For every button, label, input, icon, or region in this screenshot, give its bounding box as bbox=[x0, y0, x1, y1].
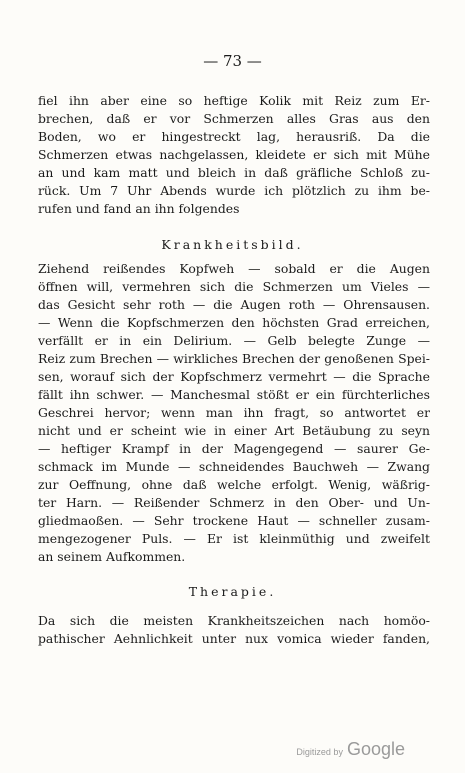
google-logo: Google bbox=[346, 739, 405, 759]
text-line: gliedmaoßen. — Sehr trockene Haut — schneller zusam- bbox=[38, 513, 430, 528]
text-line: — heftiger Krampf in der Magengegend — saurer Ge- bbox=[38, 441, 430, 456]
text-line: Geschrei hervor; wenn man ihn fragt, so antwortet er bbox=[38, 405, 430, 420]
text-line: schmack im Munde — schneidendes Bauchweh — Zwang bbox=[38, 459, 430, 474]
text-line: rufen und fand an ihn folgendes bbox=[38, 201, 240, 216]
text-line: verfällt er in ein Delirium. — Gelb belegte Zunge — bbox=[38, 333, 430, 348]
text-line: fiel ihn aber eine so heftige Kolik mit Reiz zum Er- bbox=[38, 93, 430, 108]
text-line: sen, worauf sich der Kopfschmerz vermehrt — die Sprache bbox=[38, 369, 430, 384]
text-line: das Gesicht sehr roth — die Augen roth — Ohrensausen. bbox=[38, 297, 430, 312]
text-line: — Wenn die Kopfschmerzen den höchsten Grad erreichen, bbox=[38, 315, 430, 330]
text-line: an seinem Aufkommen. bbox=[38, 549, 186, 564]
text-line: brechen, daß er vor Schmerzen alles Gras aus den bbox=[38, 111, 430, 126]
text-line: pathischer Aehnlichkeit unter nux vomica wieder fanden, bbox=[38, 631, 430, 646]
text-line: Reiz zum Brechen — wirkliches Brechen der genoßenen Spei- bbox=[38, 351, 430, 366]
section-heading-krankheitsbild: Krankheitsbild. bbox=[161, 237, 304, 252]
text-line: Boden, wo er hingestreckt lag, herausriß. Da die bbox=[38, 129, 430, 144]
watermark-prefix: Digitized by bbox=[296, 747, 343, 757]
text-line: ter Harn. — Reißender Schmerz in den Ober- und Un- bbox=[38, 495, 430, 510]
text-line: Ziehend reißendes Kopfweh — sobald er die Augen bbox=[38, 261, 430, 276]
text-line: mengezogener Puls. — Er ist kleinmüthig und zweifelt bbox=[38, 531, 430, 546]
text-line: zur Oeffnung, ohne daß welche erfolgt. Wenig, wäßrig- bbox=[38, 477, 430, 492]
section-heading-therapie: Therapie. bbox=[188, 584, 277, 599]
digitized-by-google-watermark bbox=[296, 739, 405, 760]
page-number: — 73 — bbox=[203, 52, 262, 70]
text-line: öffnen will, vermehren sich die Schmerzen um Vieles — bbox=[38, 279, 430, 294]
text-line: Da sich die meisten Krankheitszeichen nach homöo- bbox=[38, 613, 430, 628]
text-line: Schmerzen etwas nachgelassen, kleidete er sich mit Mühe bbox=[38, 147, 430, 162]
text-line: rück. Um 7 Uhr Abends wurde ich plötzlich zu ihm be- bbox=[38, 183, 430, 198]
text-line: fällt ihn schwer. — Manchesmal stößt er ein fürchterliches bbox=[38, 387, 430, 402]
text-line: nicht und er scheint wie in einer Art Betäubung zu seyn bbox=[38, 423, 430, 438]
text-line: an und kam matt und bleich in daß gräfliche Schloß zu- bbox=[38, 165, 430, 180]
